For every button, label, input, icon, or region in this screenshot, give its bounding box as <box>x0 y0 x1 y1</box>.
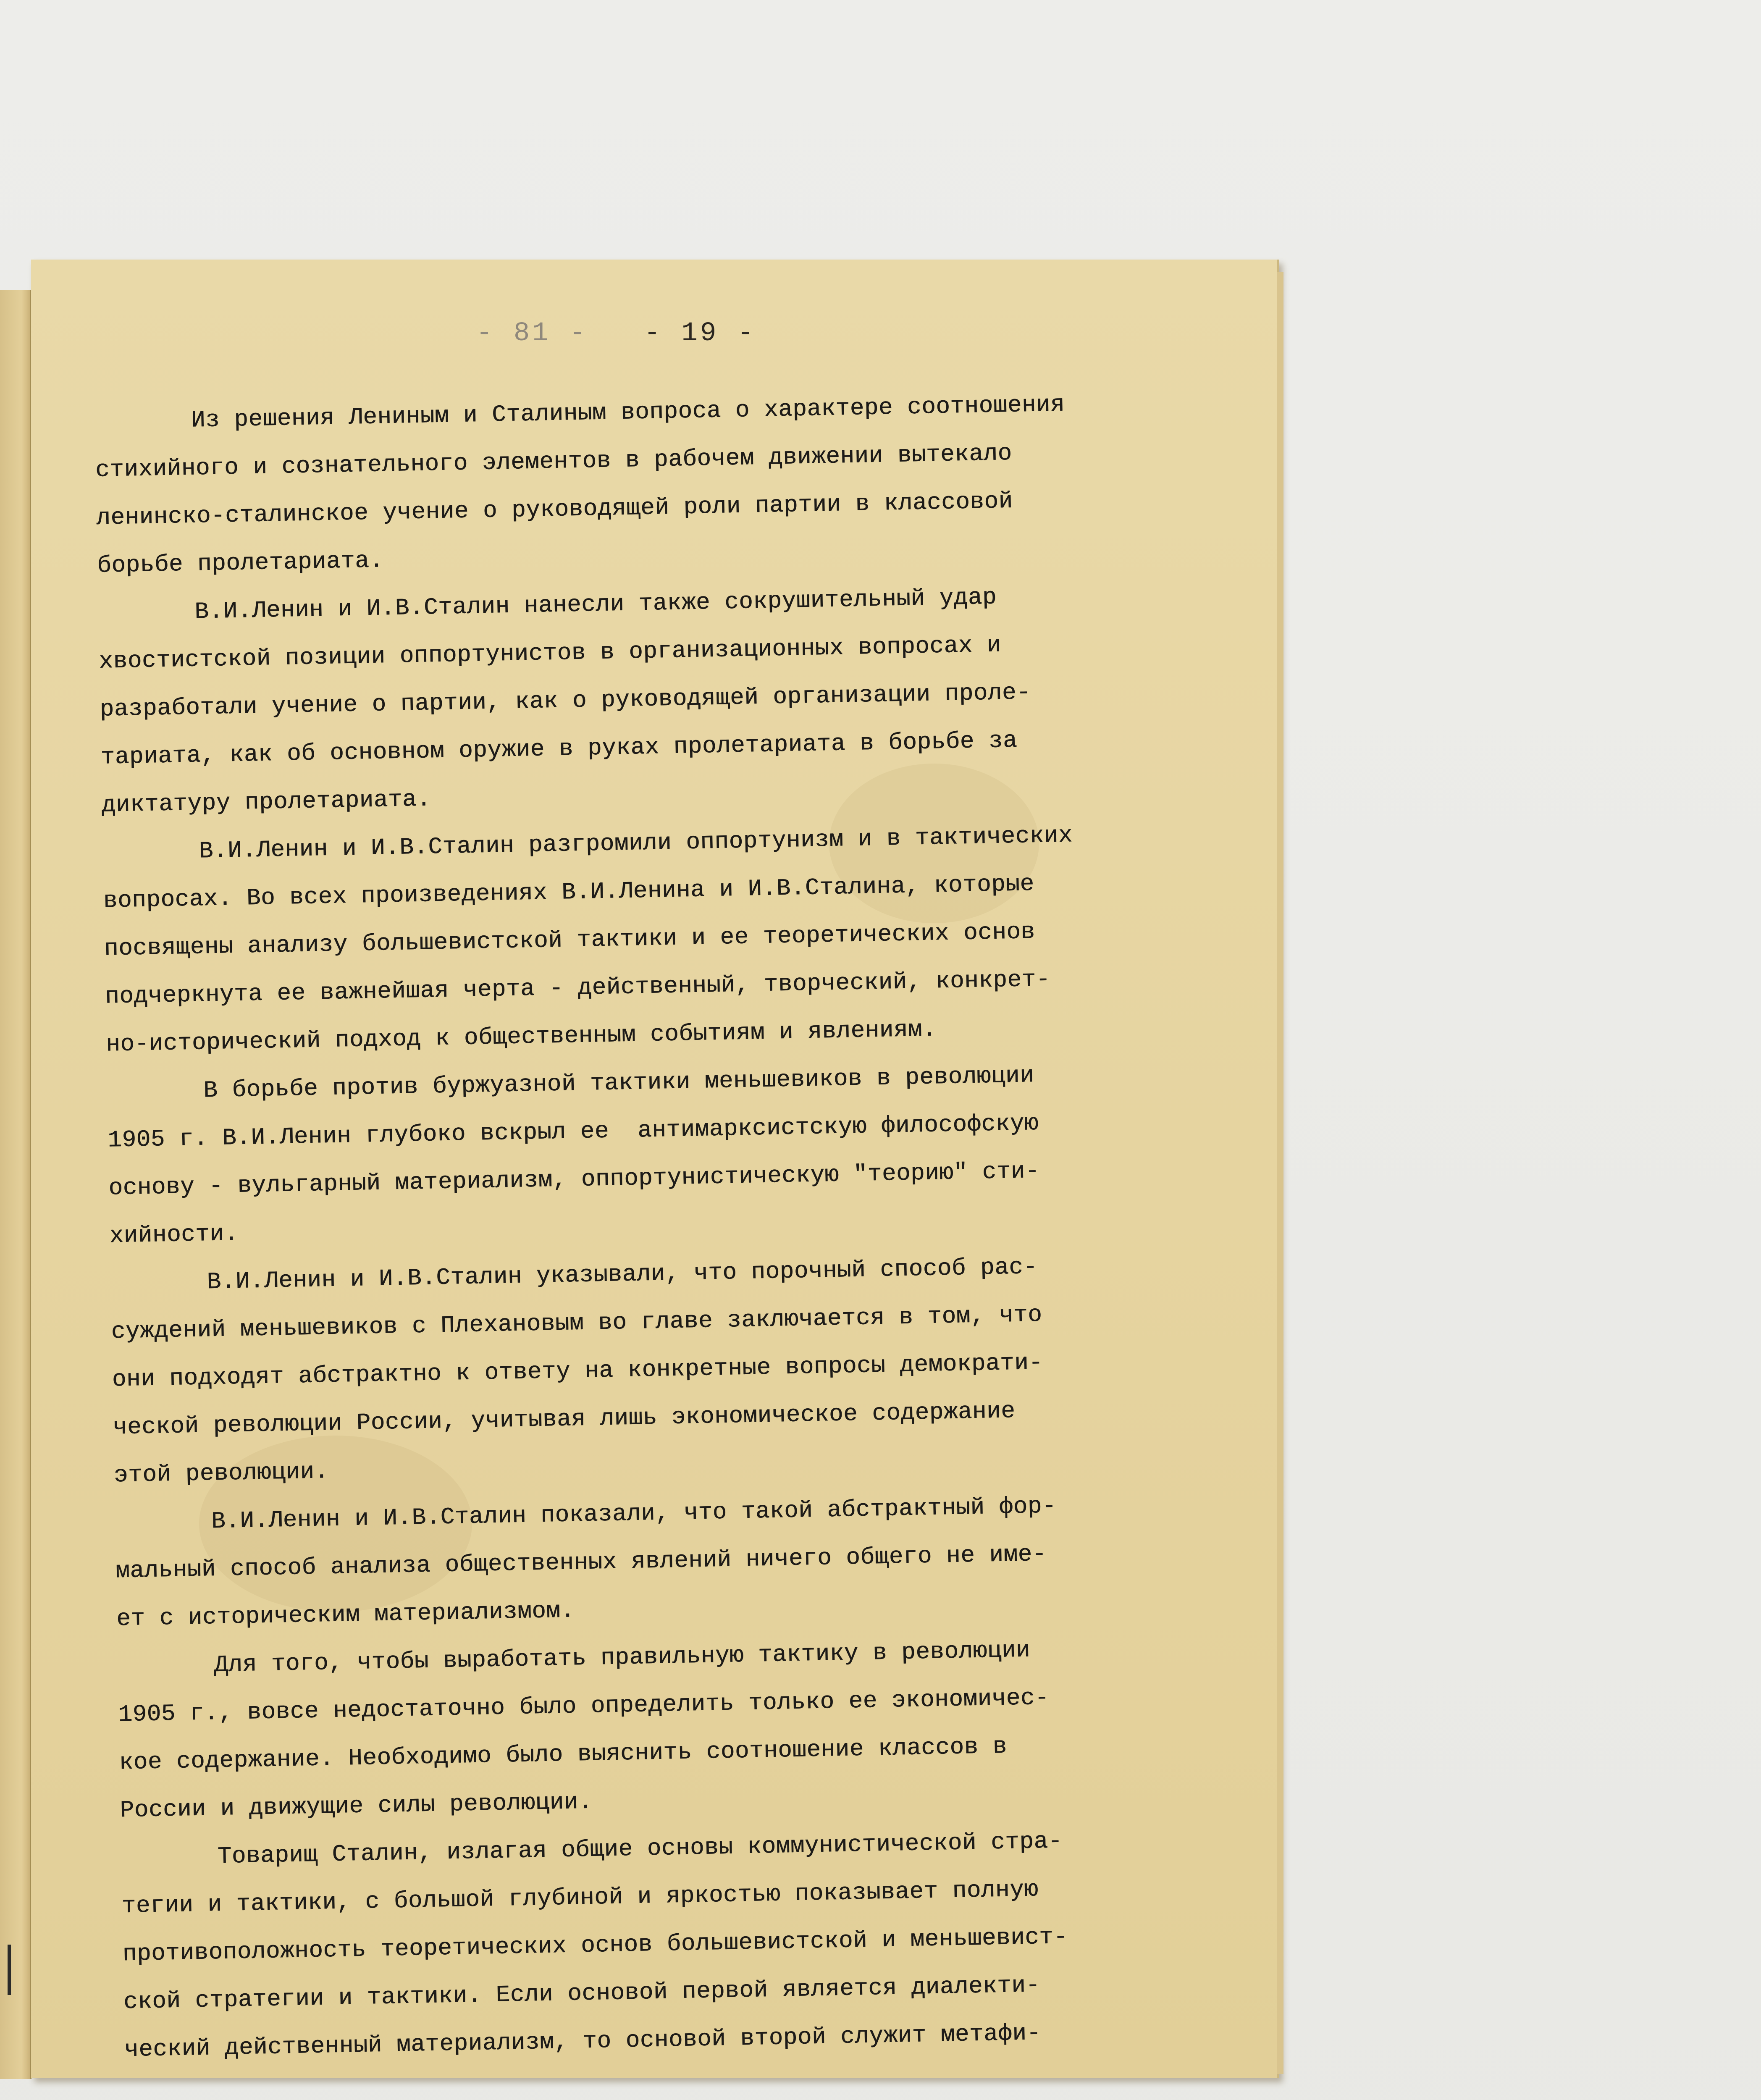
text-line: этой революции. <box>113 1458 329 1489</box>
text-line: ской стратегии и тактики. Если основой первой является диалекти- <box>123 1971 1040 2016</box>
text-line: мальный способ анализа общественных явлений ничего общего не име- <box>115 1540 1047 1585</box>
text-line: противоположность теоретических основ большевистской и меньшевист- <box>122 1923 1068 1968</box>
text-line: стихийного и сознательного элементов в рабочем движении вытекало <box>95 439 1013 483</box>
page-number-current: - 19 - <box>644 318 756 349</box>
text-line: ленинско-сталинское учение о руководящей роли партии в классовой <box>96 487 1013 531</box>
document-page <box>31 260 1279 2078</box>
text-line: России и движущие силы революции. <box>120 1788 593 1824</box>
text-line: В борьбе против буржуазной тактики меньшевиков в революции <box>203 1062 1034 1104</box>
page-number <box>476 318 770 349</box>
page-number-old: - 81 - <box>476 318 588 349</box>
text-line: В.И.Ленин и И.В.Сталин указывали, что порочный способ рас- <box>207 1253 1038 1296</box>
text-line: тариата, как об основном оружие в руках пролетариата в борьбе за <box>100 727 1018 771</box>
text-line: Для того, чтобы выработать правильную тактику в революции <box>213 1636 1031 1679</box>
text-line: кое содержание. Необходимо было выяснить соотношение классов в <box>118 1732 1008 1776</box>
text-line: Товарищ Сталин, излагая общие основы коммунистической стра- <box>217 1827 1063 1870</box>
text-line: 1905 г. В.И.Ленин глубоко вскрыл ее антимарксистскую философскую <box>107 1110 1039 1154</box>
text-line: В.И.Ленин и И.В.Сталин разгромили оппортунизм и в тактических <box>199 822 1073 865</box>
text-line: суждений меньшевиков с Плехановым во главе заключается в том, что <box>111 1301 1042 1345</box>
text-line: посвящены анализу большевистской тактики и ее теоретических основ <box>104 918 1036 962</box>
left-page-mark <box>8 1945 11 1995</box>
text-line: но-исторический подход к общественным событиям и явлениям. <box>105 1016 937 1058</box>
text-line: разработали учение о партии, как о руководящей организации проле- <box>99 679 1031 723</box>
text-line: ческой революции России, учитывая лишь экономическое содержание <box>113 1397 1016 1441</box>
text-line: 1905 г., вовсе недостаточно было определить только ее экономичес- <box>118 1684 1050 1728</box>
text-line: борьбе пролетариата. <box>97 547 384 579</box>
page-edge <box>1277 272 1283 2074</box>
text-line: они подходят абстрактно к ответу на конкретные вопросы демократи- <box>112 1349 1043 1393</box>
text-line: ческий действенный материализм, то основой второй служит метафи- <box>124 2019 1042 2063</box>
text-line: ет с историческим материализмом. <box>116 1597 575 1633</box>
text-line: В.И.Ленин и И.В.Сталин нанесли также сокрушительный удар <box>194 583 997 625</box>
text-line: основу - вульгарный материализм, оппортунистическую "теорию" сти- <box>108 1158 1040 1202</box>
text-line: вопросах. Во всех произведениях В.И.Ленина и И.В.Сталина, которые <box>103 870 1035 914</box>
text-line: хвостистской позиции оппортунистов в организационных вопросах и <box>98 631 1002 675</box>
text-line: хийности. <box>109 1220 239 1250</box>
typed-text-body <box>94 378 1259 2074</box>
text-line: тегии и тактики, с большой глубиной и яркостью показывает полную <box>121 1876 1039 1920</box>
text-line: В.И.Ленин и И.В.Сталин показали, что такой абстрактный фор- <box>211 1492 1057 1535</box>
text-line: Из решения Лениным и Сталиным вопроса о характере соотношения <box>191 391 1065 434</box>
left-page-edge <box>0 290 31 2079</box>
text-line: подчеркнута ее важнейшая черта - действенный, творческий, конкрет- <box>105 966 1051 1010</box>
text-line: диктатуру пролетариата. <box>101 785 431 819</box>
